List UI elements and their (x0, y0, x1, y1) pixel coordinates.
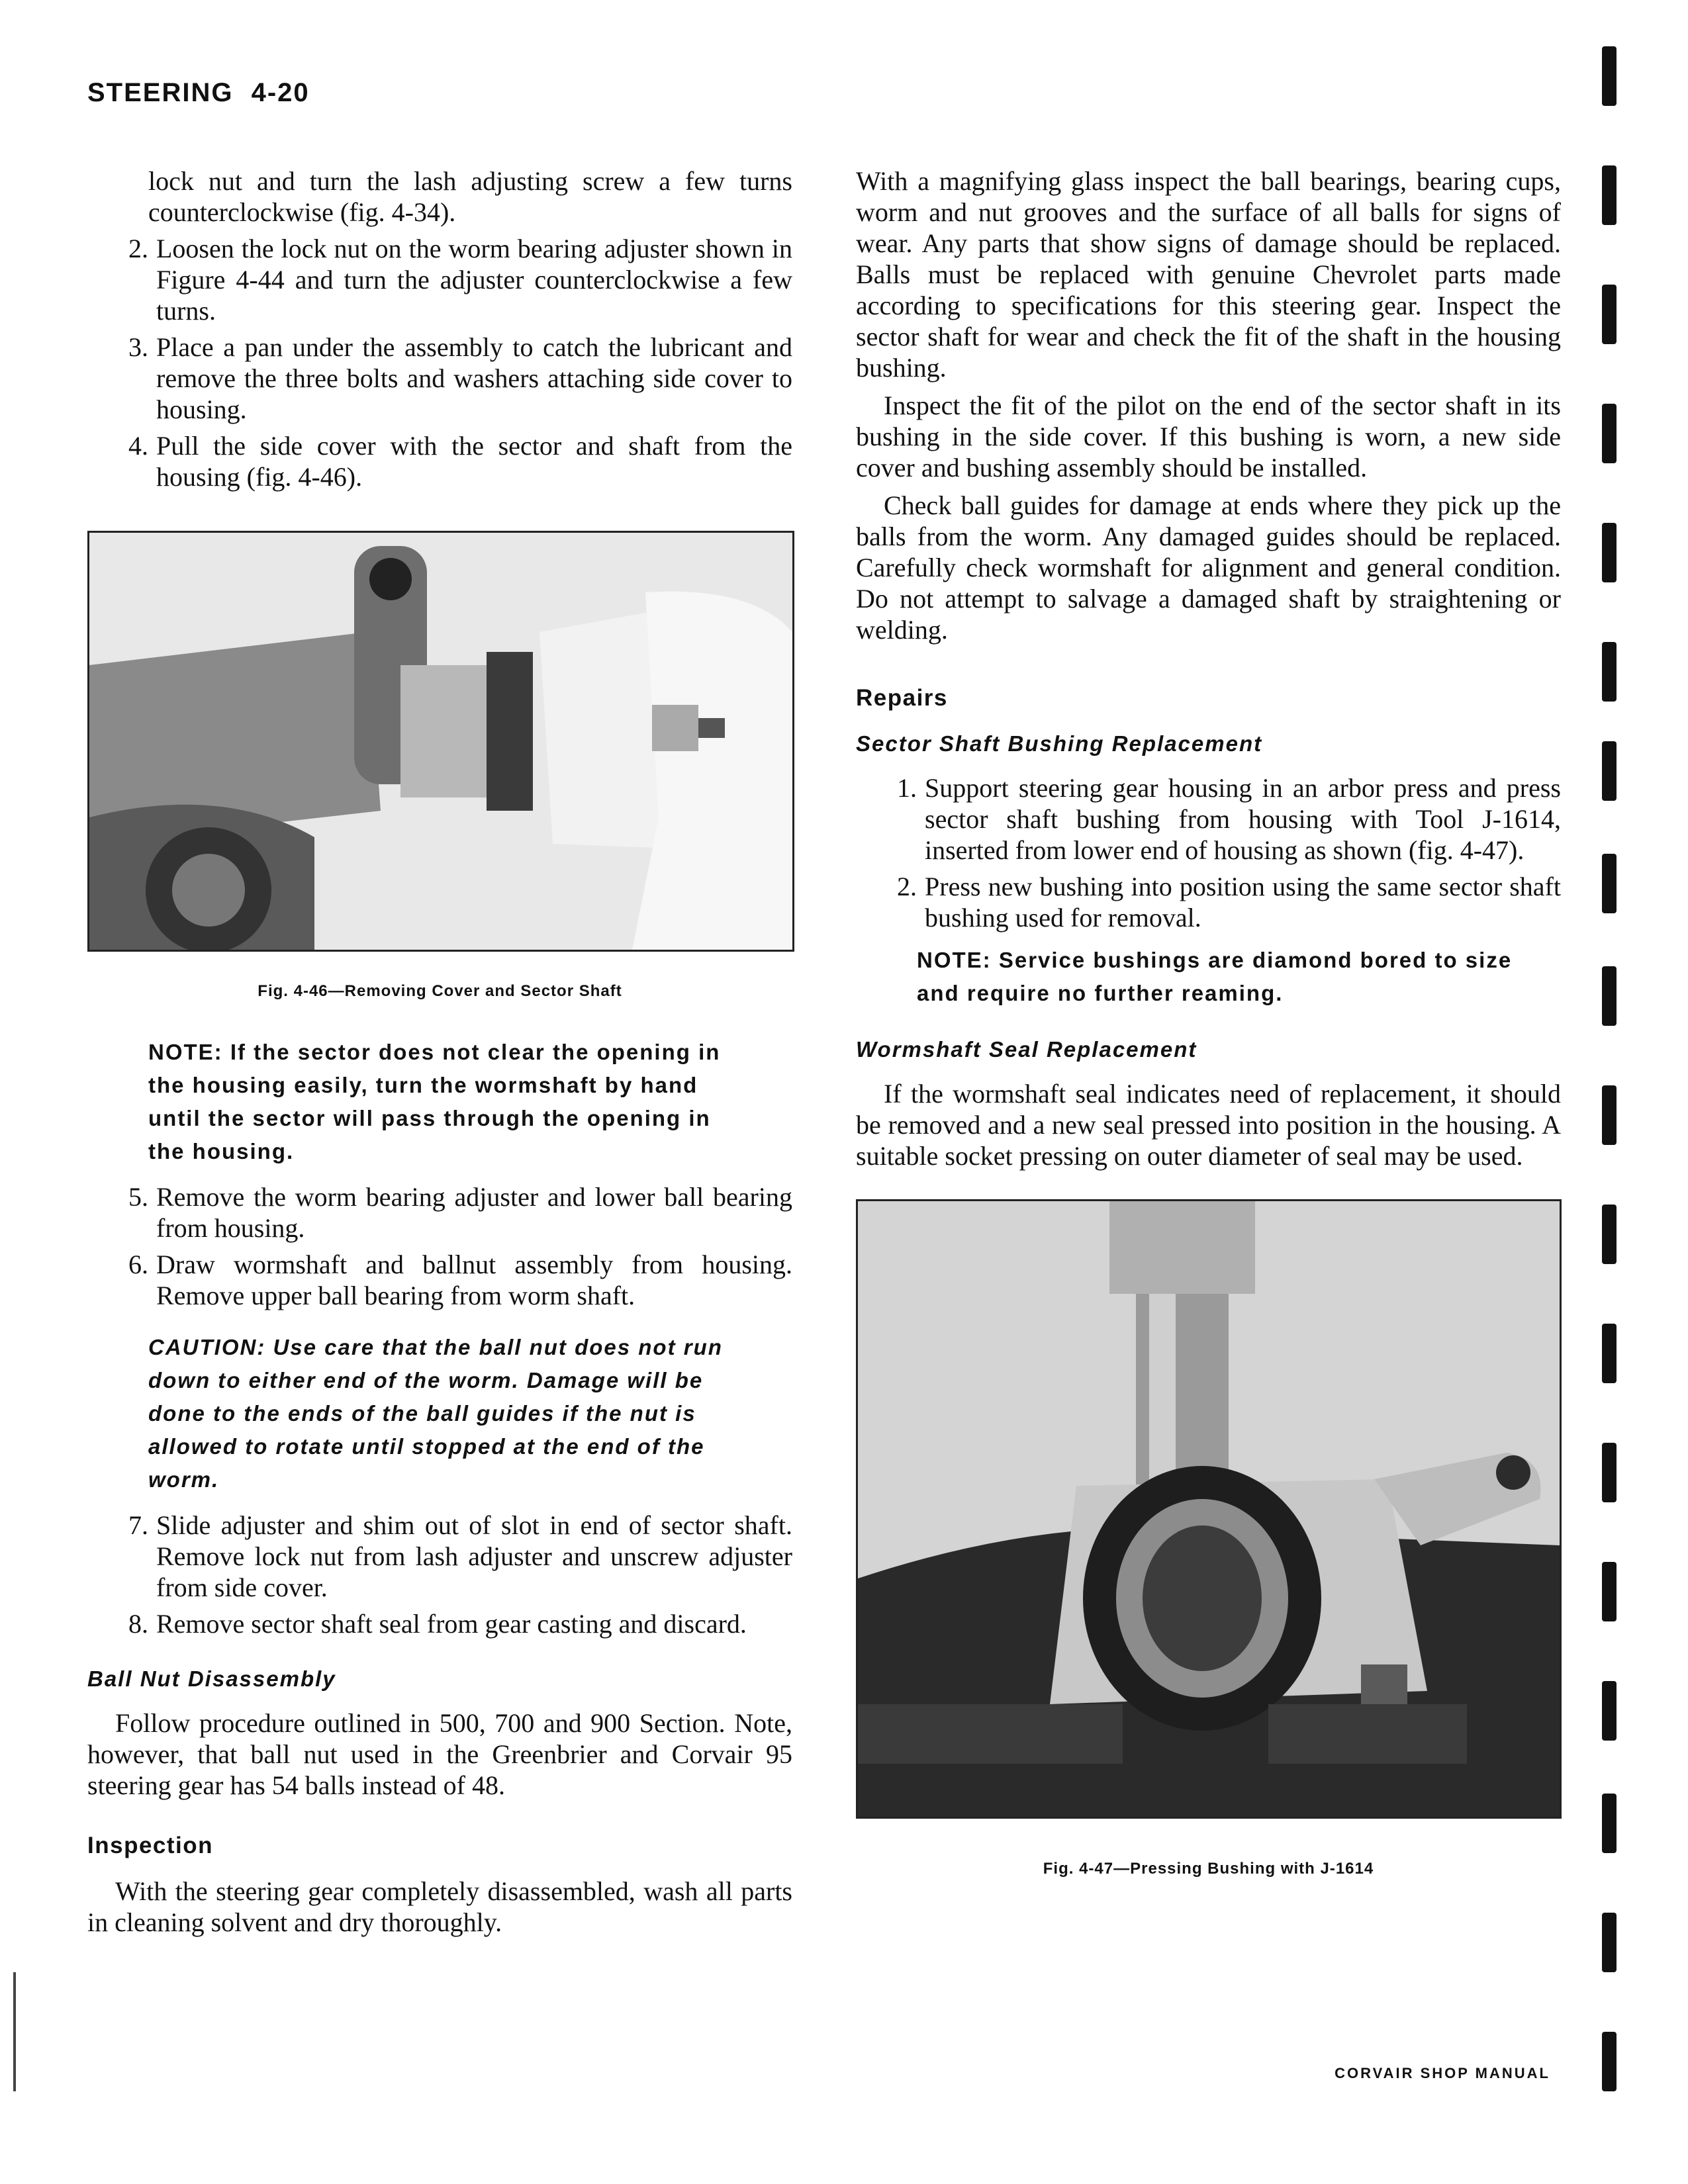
edge-tab (1602, 2032, 1617, 2091)
step-text: Support steering gear housing in an arbor press and press sector shaft bushing from housing with Tool J-1614, inserted from lower end of housing as shown (fig. 4-47). (925, 773, 1561, 865)
edge-tab (1602, 46, 1617, 106)
numbered-step (87, 233, 792, 326)
page-header (87, 78, 310, 108)
edge-tab (1602, 1562, 1617, 1621)
step-text: Place a pan under the assembly to catch the lubricant and remove the three bolts and washers attaching side cover to housing. (156, 332, 792, 424)
wormshaft-seal-paragraph: If the wormshaft seal indicates need of replacement, it should be removed and a new seal pressed into position in the housing. A suitable socket pressing on outer diameter of seal may be used. (856, 1079, 1561, 1171)
step-text: Remove sector shaft seal from gear casting and discard. (156, 1609, 747, 1639)
numbered-step (87, 1510, 792, 1603)
edge-tab (1602, 165, 1617, 225)
step-text: Draw wormshaft and ballnut assembly from housing. Remove upper ball bearing from worm shaft. (156, 1250, 792, 1310)
left-column (87, 165, 792, 1944)
step-number: 8. (128, 1609, 148, 1639)
numbered-step (856, 772, 1561, 866)
numbered-step (87, 1181, 792, 1244)
heading-ball-nut-disassembly: Ball Nut Disassembly (87, 1666, 336, 1691)
step-number: 3. (128, 332, 148, 362)
edge-tab (1602, 1681, 1617, 1741)
pressing-bushing-illustration (858, 1201, 1560, 1817)
numbered-step (87, 1249, 792, 1311)
step-number: 1. (897, 773, 917, 803)
edge-tab (1602, 1085, 1617, 1145)
steps-list-right (856, 772, 1561, 933)
note-sector-clearance: NOTE: If the sector does not clear the opening in the housing easily, turn the wormshaft by hand until the sector will pass through the opening in the housing. (148, 1040, 721, 1163)
edge-tab (1602, 966, 1617, 1026)
edge-tab (1602, 1794, 1617, 1853)
note-service-bushings: NOTE: Service bushings are diamond bored to size and require no further reaming. (917, 948, 1513, 1005)
numbered-step (87, 332, 792, 425)
step-text: Press new bushing into position using the same sector shaft bushing used for removal. (925, 872, 1561, 933)
inspect-bearings-paragraph: With a magnifying glass inspect the ball bearings, bearing cups, worm and nut grooves and the surface of all balls for signs of wear. Any parts that show signs of damage should be replaced. Balls must be replaced with genuine Chevrolet parts made according to specifications for this steering gear. Inspect the sector shaft for wear and check the fit of the shaft in the housing bushing. (856, 166, 1561, 383)
edge-tab (1602, 741, 1617, 801)
steps-list-c (87, 1510, 792, 1639)
numbered-step (87, 430, 792, 492)
header-page-number: 4-20 (251, 78, 310, 107)
edge-tab (1602, 523, 1617, 582)
edge-tab (1602, 854, 1617, 913)
heading-repairs: Repairs (856, 685, 948, 711)
edge-tab (1602, 1913, 1617, 1972)
header-section: STEERING (87, 78, 234, 107)
page-footer: CORVAIR SHOP MANUAL (1335, 2065, 1550, 2081)
ball-nut-paragraph: Follow procedure outlined in 500, 700 and 900 Section. Note, however, that ball nut used in the Greenbrier and Corvair 95 steering gear has 54 balls instead of 48. (87, 1708, 792, 1800)
steps-list-a (87, 233, 792, 492)
step-text: Slide adjuster and shim out of slot in end of sector shaft. Remove lock nut from lash adjuster and unscrew adjuster from side cover. (156, 1510, 792, 1602)
heading-wormshaft-seal: Wormshaft Seal Replacement (856, 1037, 1197, 1062)
inspection-paragraph: With the steering gear completely disassembled, wash all parts in cleaning solvent and dry thoroughly. (87, 1876, 792, 1937)
figure-4-47-image (856, 1199, 1562, 1819)
edge-tabs (1602, 40, 1619, 2158)
step-number: 2. (128, 234, 148, 263)
right-column (856, 165, 1561, 1884)
caution-ball-nut: CAUTION: Use care that the ball nut does not run down to either end of the worm. Damage will be done to the ends of the ball guides if the nut is allowed to rotate until stopped at the end of the worm. (148, 1335, 723, 1492)
figure-4-47-caption: Fig. 4-47—Pressing Bushing with J-1614 (1043, 1860, 1374, 1878)
edge-tab (1602, 404, 1617, 463)
edge-tab (1602, 1324, 1617, 1383)
step-1-continuation: lock nut and turn the lash adjusting screw a few turns counterclockwise (fig. 4-34). (148, 166, 792, 227)
steps-list-b (87, 1181, 792, 1311)
numbered-step (87, 1608, 792, 1639)
edge-tab (1602, 642, 1617, 702)
step-number: 7. (128, 1510, 148, 1540)
edge-tab (1602, 285, 1617, 344)
step-text: Pull the side cover with the sector and shaft from the housing (fig. 4-46). (156, 431, 792, 492)
edge-tab (1602, 1205, 1617, 1264)
step-number: 5. (128, 1182, 148, 1212)
binding-mark (13, 1972, 16, 2091)
figure-4-46-caption: Fig. 4-46—Removing Cover and Sector Shaft (258, 982, 622, 1000)
numbered-step (856, 871, 1561, 933)
edge-tab (1602, 1443, 1617, 1502)
step-text: Loosen the lock nut on the worm bearing adjuster shown in Figure 4-44 and turn the adjuster counterclockwise a few turns. (156, 234, 792, 326)
check-ball-guides-paragraph: Check ball guides for damage at ends where they pick up the balls from the worm. Any damaged guides should be replaced. Carefully check wormshaft for alignment and general condition. Do not attempt to salvage a damaged shaft by straightening or welding. (856, 490, 1561, 645)
removing-cover-illustration (89, 533, 792, 950)
figure-4-46-image (87, 531, 794, 952)
step-number: 2. (897, 872, 917, 901)
heading-inspection: Inspection (87, 1833, 214, 1858)
step-number: 4. (128, 431, 148, 461)
inspect-pilot-paragraph: Inspect the fit of the pilot on the end of the sector shaft in its bushing in the side cover. If this bushing is worn, a new side cover and bushing assembly should be installed. (856, 390, 1561, 482)
step-number: 6. (128, 1250, 148, 1279)
step-text: Remove the worm bearing adjuster and lower ball bearing from housing. (156, 1182, 792, 1243)
heading-sector-shaft-bushing: Sector Shaft Bushing Replacement (856, 731, 1263, 756)
